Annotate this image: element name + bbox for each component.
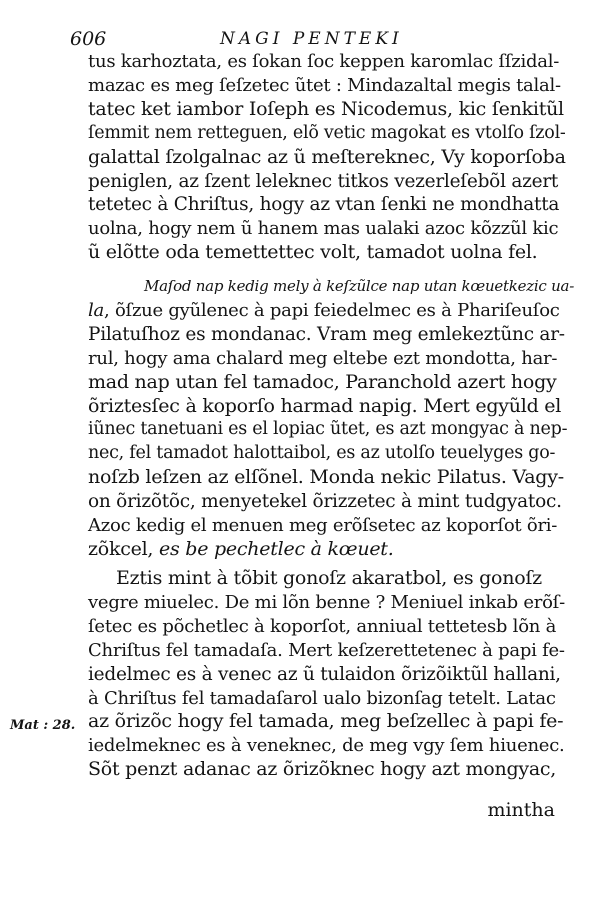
text-line: az õrizõc hogy fel tamada, meg beſzellec à papi fe- [88, 710, 564, 733]
text-line: vegre miuelec. De mi lõn benne ? Meniuel inkab erõſ- [88, 591, 565, 613]
scripture-quote-fragment: la [88, 299, 104, 321]
text-line: ſemmit nem retteguen, elõ vetic magokat es vtolſo ſzol- [88, 122, 566, 143]
text-line: à Chriſtus fel tamadaſarol ualo bizonſag tetelt. Latac [88, 687, 556, 709]
text-fragment: , õſzue gyũlenec à papi feiedelmec es à Phariſeuſoc [104, 299, 560, 321]
text-line: nec, fel tamadot halottaibol, es az utolſo teuelyges go- [88, 443, 556, 464]
paragraph-3 [88, 567, 568, 782]
text-fragment: zõkcel, [88, 537, 154, 560]
text-line: galattal ſzolgalnac az ũ meſtereknec, Vy koporſoba [88, 145, 566, 168]
text-line: tatec ket iambor Ioſeph es Nicodemus, kic ſenkitũl [88, 97, 564, 120]
text-line: peniglen, az ſzent leleknec titkos vezerleſebõl azert [88, 170, 559, 192]
text-line: mazac es meg ſeſzetec ũtet : Mindazaltal megis talal- [88, 74, 561, 96]
text-line: iũnec tanetuani es el lopiac ũtet, es azt mongyac à nep- [88, 419, 568, 440]
text-line: Pilatuſhoz es mondanac. Vram meg emlekeztũnc ar- [88, 323, 565, 345]
text-line [88, 538, 568, 562]
text-line: Sõt penzt adanac az õrizõknec hogy azt mongyac, [88, 758, 557, 781]
text-line: iedelmeknec es à veneknec, de meg vgy ſem hiuenec. [88, 735, 565, 757]
text-line: noſzb leſzen az elſõnel. Monda nekic Pilatus. Vagy- [88, 466, 564, 489]
text-line: Eztis mint à tõbit gonoſz akaratbol, es gonoſz [116, 567, 542, 589]
page-number: 606 [70, 28, 107, 50]
text-line: õriztesſec à koporſo harmad napig. Mert egyũld el [88, 394, 562, 417]
text-line: rul, hogy ama chalard meg eltebe ezt mondotta, har- [88, 347, 558, 369]
text-line: Azoc kedig el menuen meg erõſsetec az koporſot õri- [88, 515, 558, 537]
running-head [70, 28, 573, 50]
text-line: tetetec à Chriſtus, hogy az vtan ſenki ne mondhatta [88, 194, 560, 216]
running-title: NAGI PENTEKI [220, 29, 403, 49]
paragraph-2 [88, 275, 575, 562]
catchword: mintha [487, 799, 555, 821]
text-line: ũ elõtte oda temettettec volt, tamadot uolna fel. [88, 241, 538, 264]
text-line: on õrizõtõc, menyetekel õrizzetec à mint tudgyatoc. [88, 491, 562, 513]
scripture-quote-line: Maſod nap kedig mely à keſzũlce nap utan kœuetkezic ua- [144, 277, 575, 295]
marginal-scripture-reference: Mat : 28. [10, 718, 76, 733]
scripture-quote-fragment: es be pechetlec à kœuet. [159, 537, 394, 560]
paragraph-1 [88, 50, 568, 265]
text-line [88, 299, 568, 323]
text-line: ſetec es põchetlec à koporſot, anniual tettetesb lõn à [88, 615, 557, 637]
text-line: mad nap utan fel tamadoc, Paranchold azert hogy [88, 370, 557, 393]
text-line: iedelmec es à venec az ũ tulaidon õrizõiktũl hallani, [88, 663, 561, 685]
text-line: uolna, hogy nem ũ hanem mas ualaki azoc kõzzũl kic [88, 218, 559, 240]
text-line: Chriſtus fel tamadaſa. Mert keſzerettetenec à papi fe- [88, 639, 565, 661]
text-line: tus karhoztata, es ſokan ſoc keppen karomlac ſſzidal- [88, 51, 560, 72]
